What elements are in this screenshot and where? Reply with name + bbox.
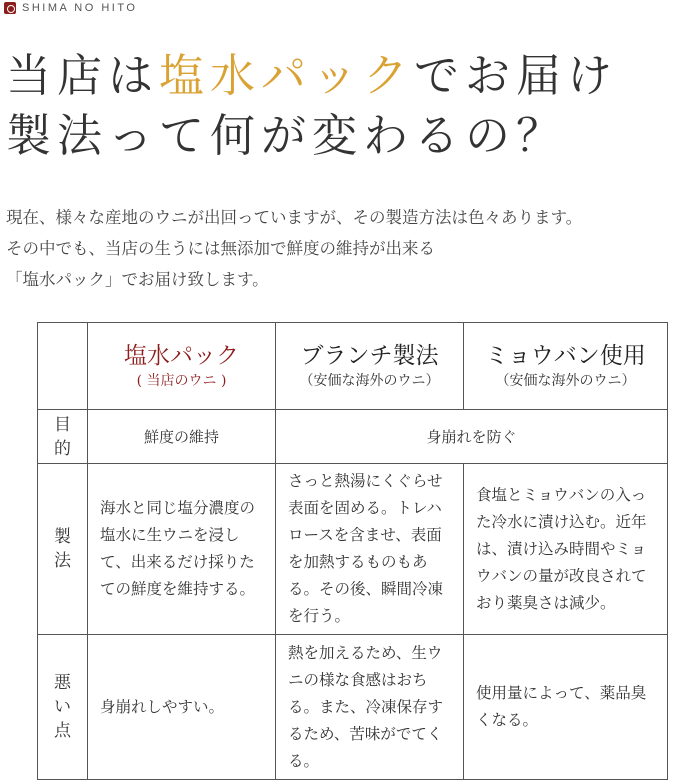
column-header-subtitle: ( 当店のウニ ) [136, 373, 227, 389]
cell-drawback-alum: 使用量によって、薬品臭くなる。 [464, 635, 668, 780]
brand-logo-icon [4, 2, 16, 14]
table-row-goal [38, 410, 668, 464]
column-header-subtitle: （安価な海外のウニ） [299, 373, 440, 389]
headline-prefix: 当店は [6, 49, 160, 102]
headline-suffix: でお届け [414, 49, 619, 102]
intro-line-3: 「塩水パック」でお届け致します。 [6, 270, 269, 289]
column-header-subtitle: （安価な海外のウニ） [495, 373, 636, 389]
cell-drawback-blanch: 熱を加えるため、生ウニの様な食感はおちる。また、冷凍保存するため、苦味がでてくる。 [276, 635, 464, 780]
intro-line-2: その中でも、当店の生うには無添加で鮮度の維持が出来る [6, 239, 435, 258]
cell-method-brine-pack: 海水と同じ塩分濃度の塩水に生ウニを浸して、出来るだけ採りたての鮮度を維持する。 [88, 464, 276, 635]
cell-goal-brine-pack: 鮮度の維持 [88, 410, 276, 464]
page-title [6, 46, 618, 166]
cell-method-alum: 食塩とミョウバンの入った冷水に漬け込む。近年は、漬け込み時間やミョウバンの量が改良されており薬臭さは減少。 [464, 464, 668, 635]
cell-method-blanch: さっと熱湯にくぐらせ表面を固める。トレハロースを含ませ、表面を加熱するものもある。その後、瞬間冷凍を行う。 [276, 464, 464, 635]
column-header-alum-use [464, 323, 668, 410]
headline-highlight: 塩水パック [159, 49, 415, 102]
table-row-method [38, 464, 668, 635]
column-header-blanch-method [276, 323, 464, 410]
column-header-title: ミョウバン使用 [485, 343, 646, 369]
headline-line-1 [6, 46, 618, 106]
table-header-row [38, 323, 668, 410]
intro-line-1: 現在、様々な産地のウニが出回っていますが、その製造方法は色々あります。 [6, 208, 583, 227]
cell-goal-others: 身崩れを防ぐ [276, 410, 668, 464]
table-corner [38, 323, 88, 410]
intro-text [6, 202, 582, 295]
row-label-goal: 目的 [38, 410, 88, 464]
column-header-title: 塩水パック [124, 343, 239, 369]
brand-name: SHIMA NO HITO [22, 2, 138, 14]
brand-header [4, 2, 137, 14]
headline-line-2: 製法って何が変わるの？ [6, 109, 568, 162]
comparison-table [37, 322, 668, 780]
row-label-drawbacks: 悪い点 [38, 635, 88, 780]
cell-drawback-brine-pack: 身崩れしやすい。 [88, 635, 276, 780]
column-header-title: ブランチ製法 [300, 343, 439, 369]
column-header-brine-pack [88, 323, 276, 410]
table-row-drawbacks [38, 635, 668, 780]
row-label-method: 製法 [38, 464, 88, 635]
